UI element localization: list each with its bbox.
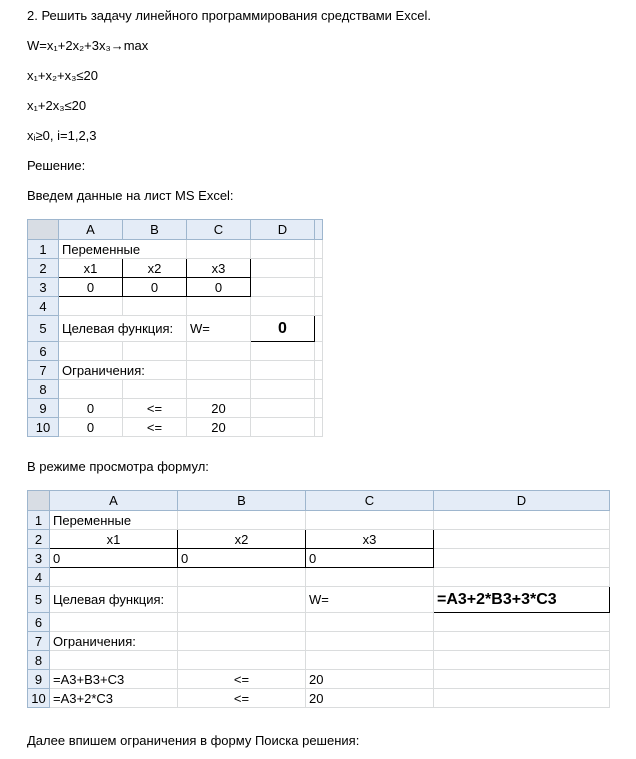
cell-d2[interactable] [434, 530, 610, 549]
cell-b10[interactable]: <= [123, 418, 187, 437]
cell-d8[interactable] [251, 380, 315, 399]
cell-a9[interactable]: =A3+B3+C3 [50, 670, 178, 689]
cell-d1[interactable] [251, 240, 315, 259]
cell-b10[interactable]: <= [178, 689, 306, 708]
row-header[interactable]: 10 [28, 689, 50, 708]
column-headers [28, 220, 323, 240]
cell-b8[interactable] [123, 380, 187, 399]
row-header[interactable]: 5 [28, 587, 50, 613]
table-row [28, 297, 323, 316]
cell-c8[interactable] [306, 651, 434, 670]
cell-b9[interactable]: <= [123, 399, 187, 418]
cell-d3[interactable] [251, 278, 315, 297]
table-row [28, 399, 323, 418]
table-row [28, 549, 610, 568]
column-header-d[interactable]: D [251, 220, 315, 240]
cell-d7[interactable] [251, 361, 315, 380]
cell-b6[interactable] [178, 613, 306, 632]
cell-c2[interactable]: x3 [187, 259, 251, 278]
cell-d6[interactable] [434, 613, 610, 632]
row-header[interactable]: 3 [28, 549, 50, 568]
column-header-b[interactable]: B [178, 491, 306, 511]
row-header[interactable]: 7 [28, 632, 50, 651]
cell-a1[interactable]: Переменные [59, 240, 187, 259]
spreadsheet-formulas [27, 490, 610, 708]
cell-d4[interactable] [434, 568, 610, 587]
cell-c6[interactable] [306, 613, 434, 632]
cell-c3[interactable]: 0 [187, 278, 251, 297]
cell-d9[interactable] [434, 670, 610, 689]
cell-c5[interactable]: W= [187, 316, 251, 342]
table-row [28, 613, 610, 632]
column-header-c[interactable]: C [306, 491, 434, 511]
cell-a3[interactable]: 0 [59, 278, 123, 297]
table-row [28, 316, 323, 342]
cell-b2[interactable]: x2 [178, 530, 306, 549]
table-row [28, 587, 610, 613]
cell-d1[interactable] [434, 511, 610, 530]
column-headers [28, 491, 610, 511]
cell-c6[interactable] [187, 342, 251, 361]
cell-c8[interactable] [187, 380, 251, 399]
cell-a6[interactable] [59, 342, 123, 361]
formula-mode-label: В режиме просмотра формул: [27, 459, 209, 474]
cell-a4[interactable] [50, 568, 178, 587]
cell-a1[interactable]: Переменные [50, 511, 178, 530]
table-row [28, 361, 323, 380]
cell-b9[interactable]: <= [178, 670, 306, 689]
cell-d5[interactable]: 0 [251, 316, 315, 342]
row-header[interactable]: 8 [28, 651, 50, 670]
cell-c7[interactable] [306, 632, 434, 651]
cell-d6[interactable] [251, 342, 315, 361]
cell-d8[interactable] [434, 651, 610, 670]
cell-a6[interactable] [50, 613, 178, 632]
cell-c4[interactable] [306, 568, 434, 587]
objective-function: W=x₁+2x₂+3x₃→max [27, 38, 149, 53]
cell-a10[interactable]: =A3+2*C3 [50, 689, 178, 708]
select-all-corner[interactable] [28, 491, 50, 511]
row-header[interactable]: 4 [28, 297, 59, 316]
table-row [28, 418, 323, 437]
row-header[interactable]: 10 [28, 418, 59, 437]
cell-b1[interactable] [178, 511, 306, 530]
cell-b4[interactable] [178, 568, 306, 587]
row-header[interactable]: 7 [28, 361, 59, 380]
next-step-text: Далее впишем ограничения в форму Поиска решения: [27, 733, 360, 748]
row-header[interactable]: 8 [28, 380, 59, 399]
cell-c5[interactable]: W= [306, 587, 434, 613]
cell-a7[interactable]: Ограничения: [50, 632, 178, 651]
solution-label: Решение: [27, 158, 86, 173]
table-row [28, 670, 610, 689]
constraint-nonneg: xᵢ≥0, i=1,2,3 [27, 128, 97, 143]
cell-d4[interactable] [251, 297, 315, 316]
column-header-c[interactable]: C [187, 220, 251, 240]
cell-b6[interactable] [123, 342, 187, 361]
cell-a8[interactable] [50, 651, 178, 670]
cell-c2[interactable]: x3 [306, 530, 434, 549]
cell-d5[interactable]: =A3+2*B3+3*C3 [434, 587, 610, 613]
cell-a8[interactable] [59, 380, 123, 399]
constraint-1: x₁+x₂+x₃≤20 [27, 68, 99, 83]
cell-d7[interactable] [434, 632, 610, 651]
table-row [28, 511, 610, 530]
cell-b8[interactable] [178, 651, 306, 670]
table-row [28, 380, 323, 399]
row-header[interactable]: 1 [28, 511, 50, 530]
cell-a10[interactable]: 0 [59, 418, 123, 437]
cell-a3[interactable]: 0 [50, 549, 178, 568]
table-row [28, 651, 610, 670]
row-header[interactable]: 6 [28, 613, 50, 632]
cell-d10[interactable] [251, 418, 315, 437]
column-header-partial [315, 220, 323, 240]
table-row [28, 632, 610, 651]
column-header-a[interactable]: A [59, 220, 123, 240]
select-all-corner[interactable] [28, 220, 59, 240]
constraint-2: x₁+2x₃≤20 [27, 98, 87, 113]
column-header-d[interactable]: D [434, 491, 610, 511]
spreadsheet-values [27, 219, 323, 437]
table-row [28, 240, 323, 259]
table-row [28, 568, 610, 587]
row-header[interactable]: 5 [28, 316, 59, 342]
cell-c10[interactable]: 20 [306, 689, 434, 708]
row-header[interactable]: 2 [28, 259, 59, 278]
table-row [28, 259, 323, 278]
cell-b4[interactable] [123, 297, 187, 316]
cell-d10[interactable] [434, 689, 610, 708]
cell-c9[interactable]: 20 [187, 399, 251, 418]
column-header-b[interactable]: B [123, 220, 187, 240]
row-header[interactable]: 2 [28, 530, 50, 549]
row-header[interactable]: 1 [28, 240, 59, 259]
cell-b3[interactable]: 0 [123, 278, 187, 297]
row-header[interactable]: 9 [28, 399, 59, 418]
table-row [28, 278, 323, 297]
cell-a5[interactable]: Целевая функция: [59, 316, 187, 342]
row-header[interactable]: 3 [28, 278, 59, 297]
row-header[interactable]: 4 [28, 568, 50, 587]
cell-b7[interactable] [178, 632, 306, 651]
cell-c10[interactable]: 20 [187, 418, 251, 437]
cell-b5[interactable] [178, 587, 306, 613]
cell-b3[interactable]: 0 [178, 549, 306, 568]
table-row [28, 530, 610, 549]
cell-c7[interactable] [187, 361, 251, 380]
cell-a2[interactable]: x1 [50, 530, 178, 549]
cell-c1[interactable] [306, 511, 434, 530]
cell-c4[interactable] [187, 297, 251, 316]
cell-b2[interactable]: x2 [123, 259, 187, 278]
cell-c9[interactable]: 20 [306, 670, 434, 689]
column-header-a[interactable]: A [50, 491, 178, 511]
cell-a5[interactable]: Целевая функция: [50, 587, 178, 613]
cell-a9[interactable]: 0 [59, 399, 123, 418]
cell-a4[interactable] [59, 297, 123, 316]
cell-c1[interactable] [187, 240, 251, 259]
cell-a7[interactable]: Ограничения: [59, 361, 187, 380]
cell-a2[interactable]: x1 [59, 259, 123, 278]
table-row [28, 342, 323, 361]
cell-d9[interactable] [251, 399, 315, 418]
task-heading: 2. Решить задачу линейного программирования средствами Excel. [27, 8, 431, 23]
row-header[interactable]: 6 [28, 342, 59, 361]
row-header[interactable]: 9 [28, 670, 50, 689]
table-row [28, 689, 610, 708]
cell-d2[interactable] [251, 259, 315, 278]
intro-text: Введем данные на лист MS Excel: [27, 188, 234, 203]
cell-d3[interactable] [434, 549, 610, 568]
cell-c3[interactable]: 0 [306, 549, 434, 568]
